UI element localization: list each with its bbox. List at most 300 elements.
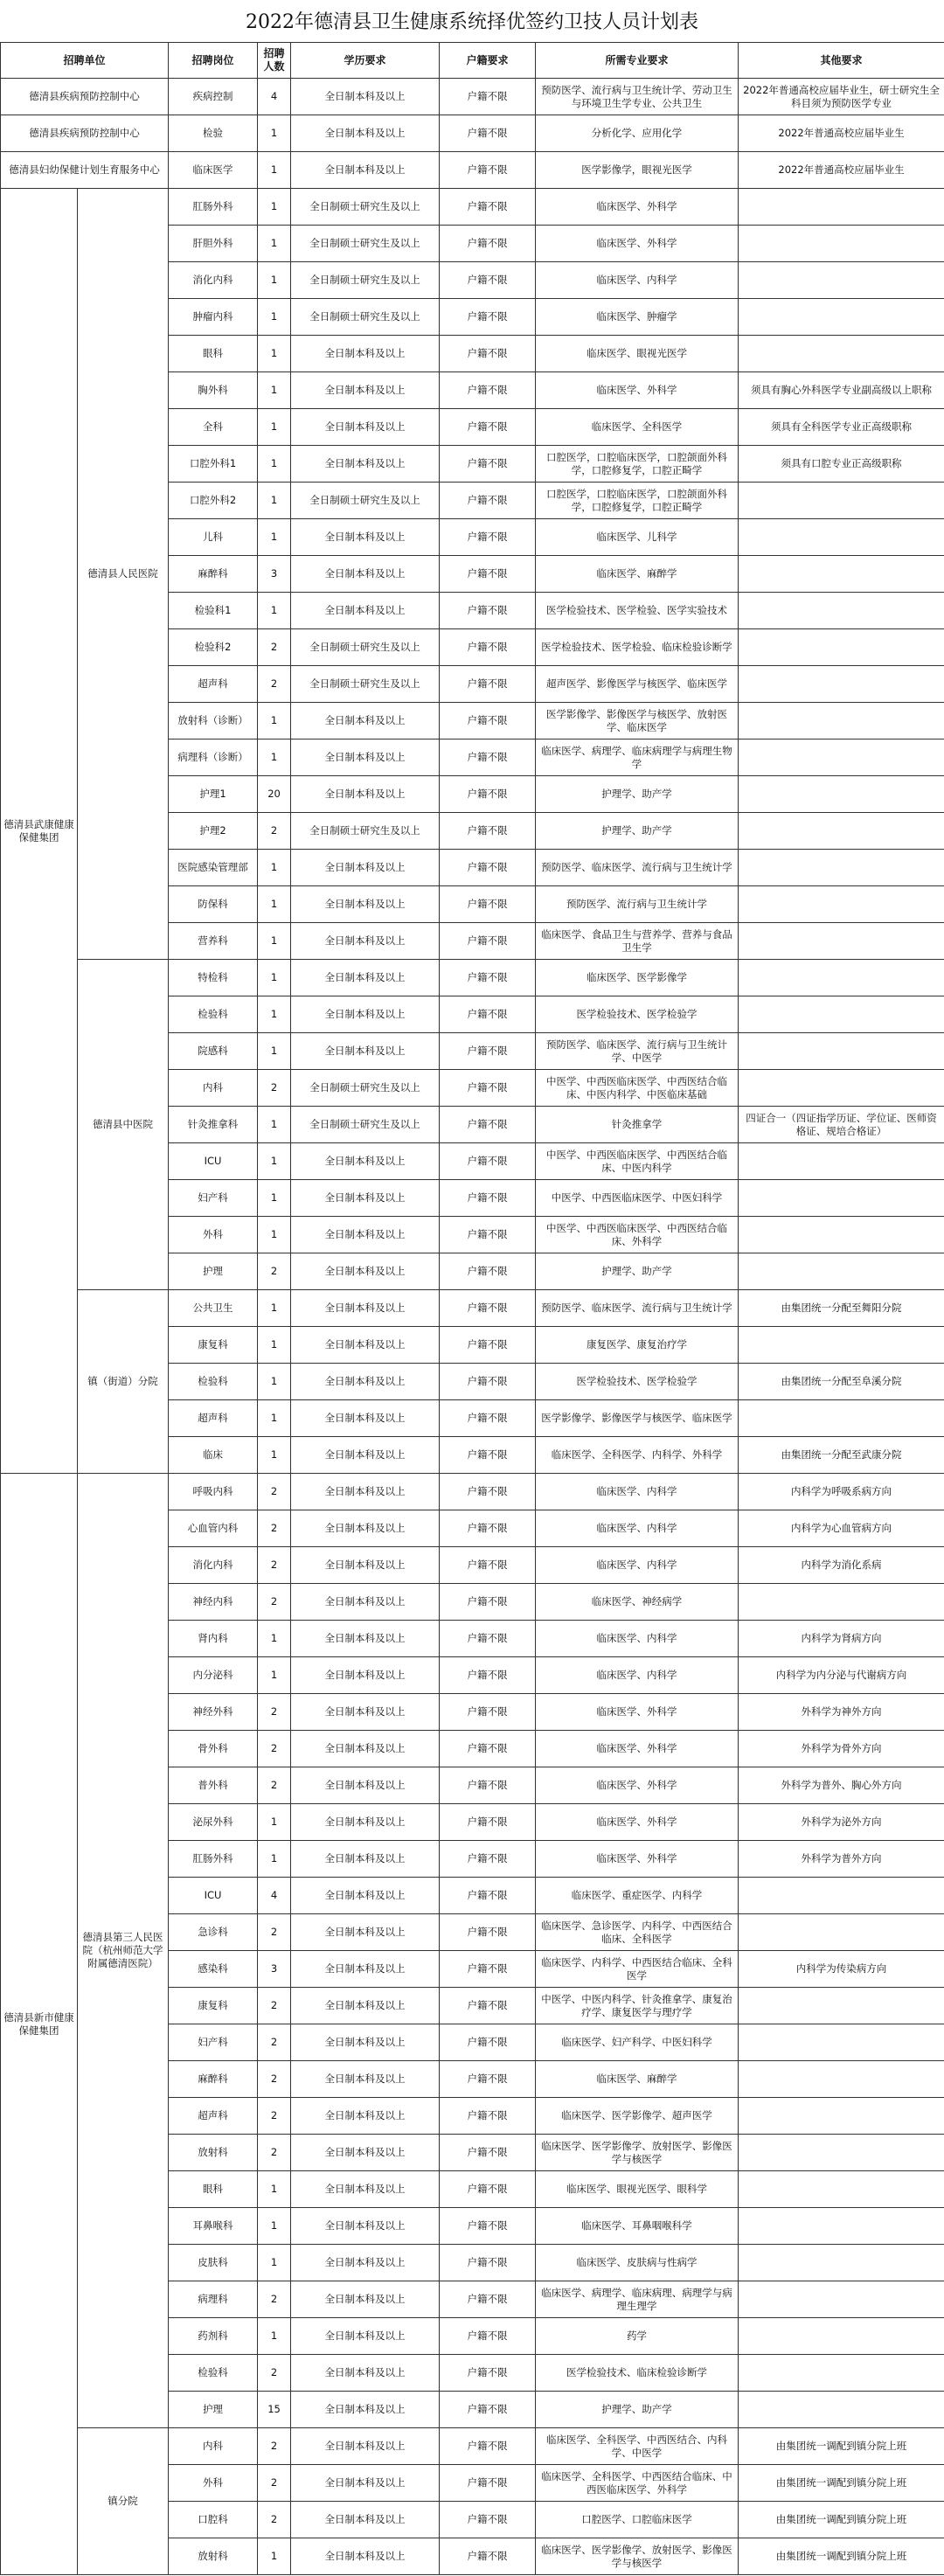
education-cell: 全日制本科及以上 <box>291 1584 440 1621</box>
count-cell: 2 <box>258 1694 291 1731</box>
hukou-cell: 户籍不限 <box>440 1657 536 1694</box>
education-cell: 全日制本科及以上 <box>291 923 440 960</box>
position-cell: 外科 <box>169 2465 258 2502</box>
education-cell: 全日制本科及以上 <box>291 996 440 1033</box>
major-cell: 医学影像学、影像医学与核医学、临床医学 <box>536 1400 739 1437</box>
other-cell: 由集团统一分配至武康分院 <box>739 1437 944 1474</box>
hukou-cell: 户籍不限 <box>440 1437 536 1474</box>
position-cell: 超声科 <box>169 2098 258 2135</box>
other-cell <box>739 886 944 923</box>
table-row <box>1 152 944 189</box>
count-cell: 2 <box>258 1584 291 1621</box>
hukou-cell: 户籍不限 <box>440 79 536 115</box>
other-cell <box>739 262 944 299</box>
hukou-cell: 户籍不限 <box>440 1290 536 1327</box>
hukou-cell: 户籍不限 <box>440 2171 536 2208</box>
other-cell: 由集团统一分配至舞阳分院 <box>739 1290 944 1327</box>
count-cell: 2 <box>258 1547 291 1584</box>
position-cell: 康复科 <box>169 1327 258 1364</box>
major-cell: 中医学、中西医临床医学、中西医结合临床、中医内科学、中医临床基础 <box>536 1070 739 1107</box>
major-cell: 康复医学、康复治疗学 <box>536 1327 739 1364</box>
hukou-cell: 户籍不限 <box>440 556 536 593</box>
count-cell: 2 <box>258 2465 291 2502</box>
count-cell: 2 <box>258 2098 291 2135</box>
count-cell: 2 <box>258 813 291 850</box>
major-cell: 临床医学、麻醉学 <box>536 556 739 593</box>
major-cell: 临床医学、医学影像学 <box>536 960 739 996</box>
hukou-cell: 户籍不限 <box>440 2392 536 2428</box>
position-cell: 骨外科 <box>169 1731 258 1767</box>
position-cell: 放射科 <box>169 2538 258 2575</box>
hukou-cell: 户籍不限 <box>440 115 536 152</box>
education-cell: 全日制本科及以上 <box>291 960 440 996</box>
position-cell: 心血管内科 <box>169 1510 258 1547</box>
header-count: 招聘人数 <box>258 43 291 79</box>
other-cell <box>739 1914 944 1951</box>
other-cell <box>739 336 944 372</box>
position-cell: 皮肤科 <box>169 2245 258 2281</box>
other-cell <box>739 1033 944 1070</box>
education-cell: 全日制本科及以上 <box>291 1143 440 1180</box>
other-cell: 2022年普通高校应届毕业生，研士研究生全科目须为预防医学专业 <box>739 79 944 115</box>
count-cell: 1 <box>258 886 291 923</box>
table-row <box>1 189 944 226</box>
position-cell: ICU <box>169 1878 258 1914</box>
hukou-cell: 户籍不限 <box>440 1253 536 1290</box>
hukou-cell: 户籍不限 <box>440 2208 536 2245</box>
position-cell: 检验 <box>169 115 258 152</box>
other-cell: 外科学为骨外方向 <box>739 1731 944 1767</box>
unit-name: 德清县疾病预防控制中心 <box>1 79 169 115</box>
hukou-cell: 户籍不限 <box>440 2538 536 2575</box>
other-cell <box>739 226 944 262</box>
hukou-cell: 户籍不限 <box>440 1767 536 1804</box>
other-cell: 由集团统一调配到镇分院上班 <box>739 2538 944 2575</box>
education-cell: 全日制硕士研究生及以上 <box>291 666 440 703</box>
hukou-cell: 户籍不限 <box>440 1180 536 1217</box>
education-cell: 全日制本科及以上 <box>291 1290 440 1327</box>
other-cell <box>739 1584 944 1621</box>
other-cell <box>739 1878 944 1914</box>
count-cell: 2 <box>258 2355 291 2392</box>
position-cell: 临床 <box>169 1437 258 1474</box>
unit-name: 德清县第三人民医院（杭州师范大学附属德清医院） <box>78 1474 169 2428</box>
other-cell: 由集团统一调配到镇分院上班 <box>739 2502 944 2538</box>
other-cell <box>739 2318 944 2355</box>
education-cell: 全日制本科及以上 <box>291 1988 440 2024</box>
education-cell: 全日制本科及以上 <box>291 1400 440 1437</box>
education-cell: 全日制本科及以上 <box>291 2465 440 2502</box>
count-cell: 1 <box>258 739 291 776</box>
position-cell: 全科 <box>169 409 258 446</box>
other-cell <box>739 2061 944 2098</box>
table-row <box>1 960 944 996</box>
header-position: 招聘岗位 <box>169 43 258 79</box>
education-cell: 全日制本科及以上 <box>291 2024 440 2061</box>
major-cell: 临床医学、外科学 <box>536 1841 739 1878</box>
count-cell: 1 <box>258 152 291 189</box>
other-cell: 内科学为内分泌与代谢病方向 <box>739 1657 944 1694</box>
major-cell: 医学影像学、影像医学与核医学、放射医学、临床医学 <box>536 703 739 739</box>
major-cell: 药学 <box>536 2318 739 2355</box>
major-cell: 中医学、中西医临床医学、中西医结合临床、中医内科学 <box>536 1143 739 1180</box>
hukou-cell: 户籍不限 <box>440 2135 536 2171</box>
education-cell: 全日制本科及以上 <box>291 2208 440 2245</box>
position-cell: 肿瘤内科 <box>169 299 258 336</box>
other-cell: 外科学为泌外方向 <box>739 1804 944 1841</box>
position-cell: 呼吸内科 <box>169 1474 258 1510</box>
major-cell: 临床医学、食品卫生与营养学、营养与食品卫生学 <box>536 923 739 960</box>
major-cell: 医学检验技术、医学检验学 <box>536 1364 739 1400</box>
hukou-cell: 户籍不限 <box>440 886 536 923</box>
major-cell: 临床医学、耳鼻咽喉科学 <box>536 2208 739 2245</box>
other-cell <box>739 739 944 776</box>
other-cell <box>739 1253 944 1290</box>
hukou-cell: 户籍不限 <box>440 1694 536 1731</box>
position-cell: 护理1 <box>169 776 258 813</box>
position-cell: 感染科 <box>169 1951 258 1988</box>
education-cell: 全日制硕士研究生及以上 <box>291 299 440 336</box>
major-cell: 临床医学、病理学、临床病理学与病理生物学 <box>536 739 739 776</box>
major-cell: 临床医学、医学影像学、放射医学、影像医学与核医学 <box>536 2135 739 2171</box>
education-cell: 全日制本科及以上 <box>291 2392 440 2428</box>
hukou-cell: 户籍不限 <box>440 1914 536 1951</box>
hukou-cell: 户籍不限 <box>440 1878 536 1914</box>
hukou-cell: 户籍不限 <box>440 1804 536 1841</box>
other-cell <box>739 813 944 850</box>
count-cell: 1 <box>258 923 291 960</box>
other-cell: 由集团统一调配到镇分院上班 <box>739 2465 944 2502</box>
count-cell: 1 <box>258 1217 291 1253</box>
education-cell: 全日制本科及以上 <box>291 2502 440 2538</box>
other-cell <box>739 519 944 556</box>
other-cell <box>739 1327 944 1364</box>
count-cell: 20 <box>258 776 291 813</box>
table-row <box>1 79 944 115</box>
education-cell: 全日制本科及以上 <box>291 1327 440 1364</box>
count-cell: 1 <box>258 1180 291 1217</box>
major-cell: 临床医学、内科学 <box>536 1474 739 1510</box>
group-name: 德清县武康健康保健集团 <box>1 189 78 1474</box>
other-cell <box>739 2392 944 2428</box>
hukou-cell: 户籍不限 <box>440 262 536 299</box>
other-cell <box>739 629 944 666</box>
position-cell: 神经内科 <box>169 1584 258 1621</box>
education-cell: 全日制硕士研究生及以上 <box>291 189 440 226</box>
count-cell: 1 <box>258 2171 291 2208</box>
position-cell: 护理 <box>169 1253 258 1290</box>
other-cell: 由集团统一分配至阜溪分院 <box>739 1364 944 1400</box>
major-cell: 中医学、中西医临床医学、中西医结合临床、外科学 <box>536 1217 739 1253</box>
other-cell <box>739 1400 944 1437</box>
hukou-cell: 户籍不限 <box>440 1474 536 1510</box>
position-cell: 超声科 <box>169 666 258 703</box>
education-cell: 全日制本科及以上 <box>291 446 440 483</box>
hukou-cell: 户籍不限 <box>440 2355 536 2392</box>
count-cell: 3 <box>258 1951 291 1988</box>
other-cell: 内科学为传染病方向 <box>739 1951 944 1988</box>
major-cell: 临床医学、内科学 <box>536 1657 739 1694</box>
position-cell: 耳鼻喉科 <box>169 2208 258 2245</box>
table-row <box>1 115 944 152</box>
position-cell: 眼科 <box>169 2171 258 2208</box>
education-cell: 全日制本科及以上 <box>291 1510 440 1547</box>
major-cell: 临床医学、外科学 <box>536 226 739 262</box>
recruitment-table <box>0 42 944 2575</box>
count-cell: 1 <box>258 1841 291 1878</box>
hukou-cell: 户籍不限 <box>440 152 536 189</box>
count-cell: 1 <box>258 996 291 1033</box>
education-cell: 全日制本科及以上 <box>291 593 440 629</box>
count-cell: 2 <box>258 629 291 666</box>
hukou-cell: 户籍不限 <box>440 1400 536 1437</box>
count-cell: 2 <box>258 666 291 703</box>
major-cell: 临床医学、全科医学、中西医结合临床、中西医临床医学、外科学 <box>536 2465 739 2502</box>
major-cell: 临床医学、外科学 <box>536 1694 739 1731</box>
education-cell: 全日制硕士研究生及以上 <box>291 1070 440 1107</box>
education-cell: 全日制本科及以上 <box>291 1474 440 1510</box>
major-cell: 临床医学、妇产科学、中医妇科学 <box>536 2024 739 2061</box>
other-cell <box>739 1180 944 1217</box>
hukou-cell: 户籍不限 <box>440 2465 536 2502</box>
other-cell <box>739 2171 944 2208</box>
education-cell: 全日制本科及以上 <box>291 409 440 446</box>
major-cell: 口腔医学，口腔临床医学，口腔颌面外科学，口腔修复学，口腔正畸学 <box>536 446 739 483</box>
major-cell: 临床医学、眼视光医学 <box>536 336 739 372</box>
count-cell: 1 <box>258 2208 291 2245</box>
other-cell <box>739 189 944 226</box>
other-cell: 内科学为呼吸系病方向 <box>739 1474 944 1510</box>
other-cell <box>739 2098 944 2135</box>
major-cell: 医学检验技术、医学检验、医学实验技术 <box>536 593 739 629</box>
position-cell: 内科 <box>169 2428 258 2465</box>
table-row <box>1 1290 944 1327</box>
other-cell: 须具有胸心外科医学专业副高级以上职称 <box>739 372 944 409</box>
count-cell: 2 <box>258 1070 291 1107</box>
hukou-cell: 户籍不限 <box>440 960 536 996</box>
education-cell: 全日制本科及以上 <box>291 1914 440 1951</box>
position-cell: 妇产科 <box>169 1180 258 1217</box>
position-cell: 公共卫生 <box>169 1290 258 1327</box>
count-cell: 1 <box>258 593 291 629</box>
other-cell: 外科学为普外方向 <box>739 1841 944 1878</box>
major-cell: 护理学、助产学 <box>536 776 739 813</box>
hukou-cell: 户籍不限 <box>440 1584 536 1621</box>
education-cell: 全日制本科及以上 <box>291 2355 440 2392</box>
unit-name: 镇分院 <box>78 2428 169 2575</box>
hukou-cell: 户籍不限 <box>440 996 536 1033</box>
header-major: 所需专业要求 <box>536 43 739 79</box>
education-cell: 全日制本科及以上 <box>291 372 440 409</box>
education-cell: 全日制本科及以上 <box>291 703 440 739</box>
major-cell: 临床医学、外科学 <box>536 189 739 226</box>
major-cell: 预防医学、流行病与卫生统计学、劳动卫生与环境卫生学专业、公共卫生 <box>536 79 739 115</box>
hukou-cell: 户籍不限 <box>440 1107 536 1143</box>
count-cell: 2 <box>258 2428 291 2465</box>
count-cell: 1 <box>258 1364 291 1400</box>
count-cell: 2 <box>258 2061 291 2098</box>
major-cell: 针灸推拿学 <box>536 1107 739 1143</box>
other-cell <box>739 923 944 960</box>
position-cell: 儿科 <box>169 519 258 556</box>
major-cell: 临床医学、内科学 <box>536 262 739 299</box>
unit-name: 德清县妇幼保健计划生育服务中心 <box>1 152 169 189</box>
major-cell: 分析化学、应用化学 <box>536 115 739 152</box>
education-cell: 全日制本科及以上 <box>291 79 440 115</box>
other-cell <box>739 483 944 519</box>
other-cell <box>739 850 944 886</box>
count-cell: 2 <box>258 1474 291 1510</box>
position-cell: 神经外科 <box>169 1694 258 1731</box>
other-cell: 内科学为肾病方向 <box>739 1621 944 1657</box>
position-cell: 急诊科 <box>169 1914 258 1951</box>
education-cell: 全日制本科及以上 <box>291 519 440 556</box>
count-cell: 1 <box>258 226 291 262</box>
count-cell: 1 <box>258 1327 291 1364</box>
position-cell: 妇产科 <box>169 2024 258 2061</box>
education-cell: 全日制本科及以上 <box>291 1767 440 1804</box>
major-cell: 护理学、助产学 <box>536 2392 739 2428</box>
education-cell: 全日制硕士研究生及以上 <box>291 813 440 850</box>
major-cell: 超声医学、影像医学与核医学、临床医学 <box>536 666 739 703</box>
hukou-cell: 户籍不限 <box>440 189 536 226</box>
position-cell: 眼科 <box>169 336 258 372</box>
hukou-cell: 户籍不限 <box>440 703 536 739</box>
major-cell: 口腔医学、口腔临床医学 <box>536 2502 739 2538</box>
major-cell: 预防医学、临床医学、流行病与卫生统计学 <box>536 850 739 886</box>
other-cell <box>739 2281 944 2318</box>
education-cell: 全日制本科及以上 <box>291 1878 440 1914</box>
other-cell: 四证合一（四证指学历证、学位证、医师资格证、规培合格证） <box>739 1107 944 1143</box>
major-cell: 临床医学、内科学 <box>536 1510 739 1547</box>
hukou-cell: 户籍不限 <box>440 666 536 703</box>
position-cell: 检验科 <box>169 996 258 1033</box>
education-cell: 全日制本科及以上 <box>291 1437 440 1474</box>
count-cell: 1 <box>258 2538 291 2575</box>
hukou-cell: 户籍不限 <box>440 923 536 960</box>
major-cell: 预防医学、临床医学、流行病与卫生统计学、中医学 <box>536 1033 739 1070</box>
position-cell: 药剂科 <box>169 2318 258 2355</box>
position-cell: 肛肠外科 <box>169 189 258 226</box>
major-cell: 临床医学、外科学 <box>536 1767 739 1804</box>
position-cell: 病理科 <box>169 2281 258 2318</box>
hukou-cell: 户籍不限 <box>440 776 536 813</box>
count-cell: 1 <box>258 483 291 519</box>
hukou-cell: 户籍不限 <box>440 1364 536 1400</box>
major-cell: 临床医学、外科学 <box>536 1731 739 1767</box>
education-cell: 全日制硕士研究生及以上 <box>291 483 440 519</box>
hukou-cell: 户籍不限 <box>440 409 536 446</box>
count-cell: 1 <box>258 189 291 226</box>
other-cell <box>739 996 944 1033</box>
major-cell: 临床医学、全科医学、中西医结合、内科学、中医学 <box>536 2428 739 2465</box>
position-cell: 肝胆外科 <box>169 226 258 262</box>
major-cell: 临床医学、全科医学、内科学、外科学 <box>536 1437 739 1474</box>
count-cell: 1 <box>258 850 291 886</box>
position-cell: 检验科 <box>169 1364 258 1400</box>
other-cell: 2022年普通高校应届毕业生 <box>739 152 944 189</box>
position-cell: 疾病控制 <box>169 79 258 115</box>
header-unit: 招聘单位 <box>1 43 169 79</box>
education-cell: 全日制本科及以上 <box>291 1364 440 1400</box>
hukou-cell: 户籍不限 <box>440 1988 536 2024</box>
hukou-cell: 户籍不限 <box>440 372 536 409</box>
major-cell: 护理学、助产学 <box>536 1253 739 1290</box>
hukou-cell: 户籍不限 <box>440 1510 536 1547</box>
major-cell: 临床医学、急诊医学、内科学、中西医结合临床、全科医学 <box>536 1914 739 1951</box>
position-cell: 病理科（诊断） <box>169 739 258 776</box>
education-cell: 全日制本科及以上 <box>291 776 440 813</box>
major-cell: 临床医学、病理学、临床病理、病理学与病理生理学 <box>536 2281 739 2318</box>
education-cell: 全日制本科及以上 <box>291 1841 440 1878</box>
hukou-cell: 户籍不限 <box>440 2281 536 2318</box>
hukou-cell: 户籍不限 <box>440 739 536 776</box>
hukou-cell: 户籍不限 <box>440 2061 536 2098</box>
count-cell: 1 <box>258 2245 291 2281</box>
other-cell <box>739 1988 944 2024</box>
hukou-cell: 户籍不限 <box>440 813 536 850</box>
education-cell: 全日制本科及以上 <box>291 1731 440 1767</box>
other-cell <box>739 593 944 629</box>
position-cell: 内分泌科 <box>169 1657 258 1694</box>
header-hukou: 户籍要求 <box>440 43 536 79</box>
page-title: 2022年德清县卫生健康系统择优签约卫技人员计划表 <box>246 11 698 33</box>
education-cell: 全日制本科及以上 <box>291 2538 440 2575</box>
unit-name: 德清县中医院 <box>78 960 169 1290</box>
other-cell <box>739 1070 944 1107</box>
major-cell: 临床医学、眼视光医学、眼科学 <box>536 2171 739 2208</box>
hukou-cell: 户籍不限 <box>440 483 536 519</box>
other-cell: 外科学为普外、胸心外方向 <box>739 1767 944 1804</box>
other-cell: 内科学为心血管病方向 <box>739 1510 944 1547</box>
education-cell: 全日制硕士研究生及以上 <box>291 226 440 262</box>
count-cell: 2 <box>258 1914 291 1951</box>
position-cell: 麻醉科 <box>169 556 258 593</box>
education-cell: 全日制本科及以上 <box>291 1253 440 1290</box>
position-cell: 普外科 <box>169 1767 258 1804</box>
major-cell: 医学检验技术、医学检验、临床检验诊断学 <box>536 629 739 666</box>
count-cell: 1 <box>258 519 291 556</box>
count-cell: 2 <box>258 1988 291 2024</box>
position-cell: 检验科 <box>169 2355 258 2392</box>
education-cell: 全日制本科及以上 <box>291 886 440 923</box>
count-cell: 1 <box>258 1400 291 1437</box>
position-cell: 放射科 <box>169 2135 258 2171</box>
major-cell: 临床医学、内科学、中西医结合临床、全科医学 <box>536 1951 739 1988</box>
other-cell <box>739 776 944 813</box>
count-cell: 1 <box>258 372 291 409</box>
unit-name: 德清县人民医院 <box>78 189 169 960</box>
major-cell: 医学影像学，眼视光医学 <box>536 152 739 189</box>
major-cell: 临床医学、麻醉学 <box>536 2061 739 2098</box>
major-cell: 预防医学、临床医学、流行病与卫生统计学 <box>536 1290 739 1327</box>
education-cell: 全日制本科及以上 <box>291 1033 440 1070</box>
hukou-cell: 户籍不限 <box>440 1070 536 1107</box>
hukou-cell: 户籍不限 <box>440 1033 536 1070</box>
unit-name: 德清县疾病预防控制中心 <box>1 115 169 152</box>
hukou-cell: 户籍不限 <box>440 1547 536 1584</box>
hukou-cell: 户籍不限 <box>440 519 536 556</box>
count-cell: 1 <box>258 1657 291 1694</box>
major-cell: 临床医学、外科学 <box>536 372 739 409</box>
other-cell <box>739 299 944 336</box>
position-cell: 放射科（诊断） <box>169 703 258 739</box>
education-cell: 全日制本科及以上 <box>291 336 440 372</box>
count-cell: 2 <box>258 2135 291 2171</box>
hukou-cell: 户籍不限 <box>440 1731 536 1767</box>
hukou-cell: 户籍不限 <box>440 2502 536 2538</box>
major-cell: 预防医学、流行病与卫生统计学 <box>536 886 739 923</box>
